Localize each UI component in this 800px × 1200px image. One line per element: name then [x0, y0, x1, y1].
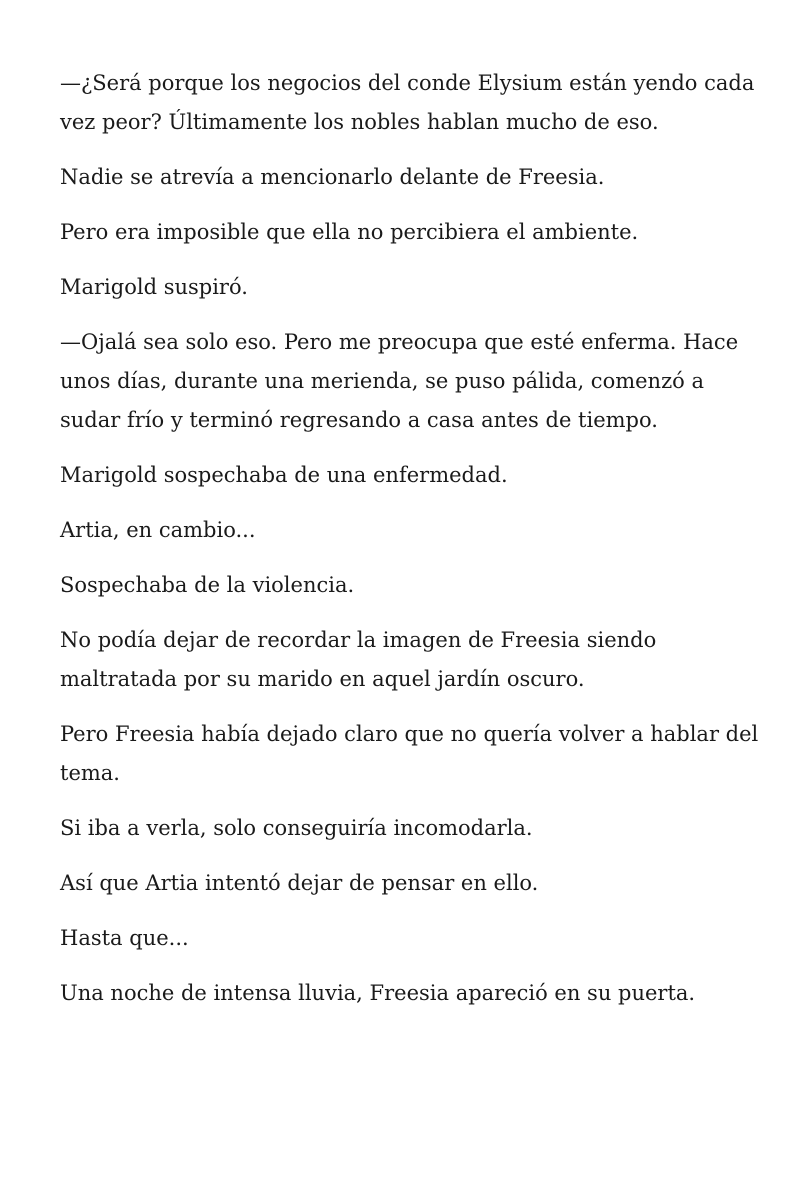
paragraph-2: Nadie se atrevía a mencionarlo delante de Freesia.: [60, 165, 605, 189]
paragraph-1: —¿Será porque los negocios del conde Elysium están yendo cada vez peor? Últimamente los nobles hablan mucho de eso.: [60, 71, 755, 134]
paragraph-9: No podía dejar de recordar la imagen de Freesia siendo maltratada por su marido en aquel jardín oscuro.: [60, 628, 657, 691]
paragraph-11: Si iba a verla, solo conseguiría incomodarla.: [60, 816, 533, 840]
paragraph-7: Artia, en cambio...: [60, 518, 256, 542]
paragraph-8: Sospechaba de la violencia.: [60, 573, 355, 597]
paragraph-12: Así que Artia intentó dejar de pensar en ello.: [60, 871, 539, 895]
paragraph-3: Pero era imposible que ella no percibiera el ambiente.: [60, 220, 639, 244]
document-page: [60, 64, 760, 1029]
paragraph-10: Pero Freesia había dejado claro que no quería volver a hablar del tema.: [60, 722, 759, 785]
paragraph-13: Hasta que...: [60, 926, 189, 950]
paragraph-5: —Ojalá sea solo eso. Pero me preocupa que esté enferma. Hace unos días, durante una merienda, se puso pálida, comenzó a sudar frío y terminó regresando a casa antes de tiempo.: [60, 330, 739, 432]
paragraph-4: Marigold suspiró.: [60, 275, 248, 299]
paragraph-14: Una noche de intensa lluvia, Freesia apareció en su puerta.: [60, 981, 696, 1005]
paragraph-6: Marigold sospechaba de una enfermedad.: [60, 463, 508, 487]
